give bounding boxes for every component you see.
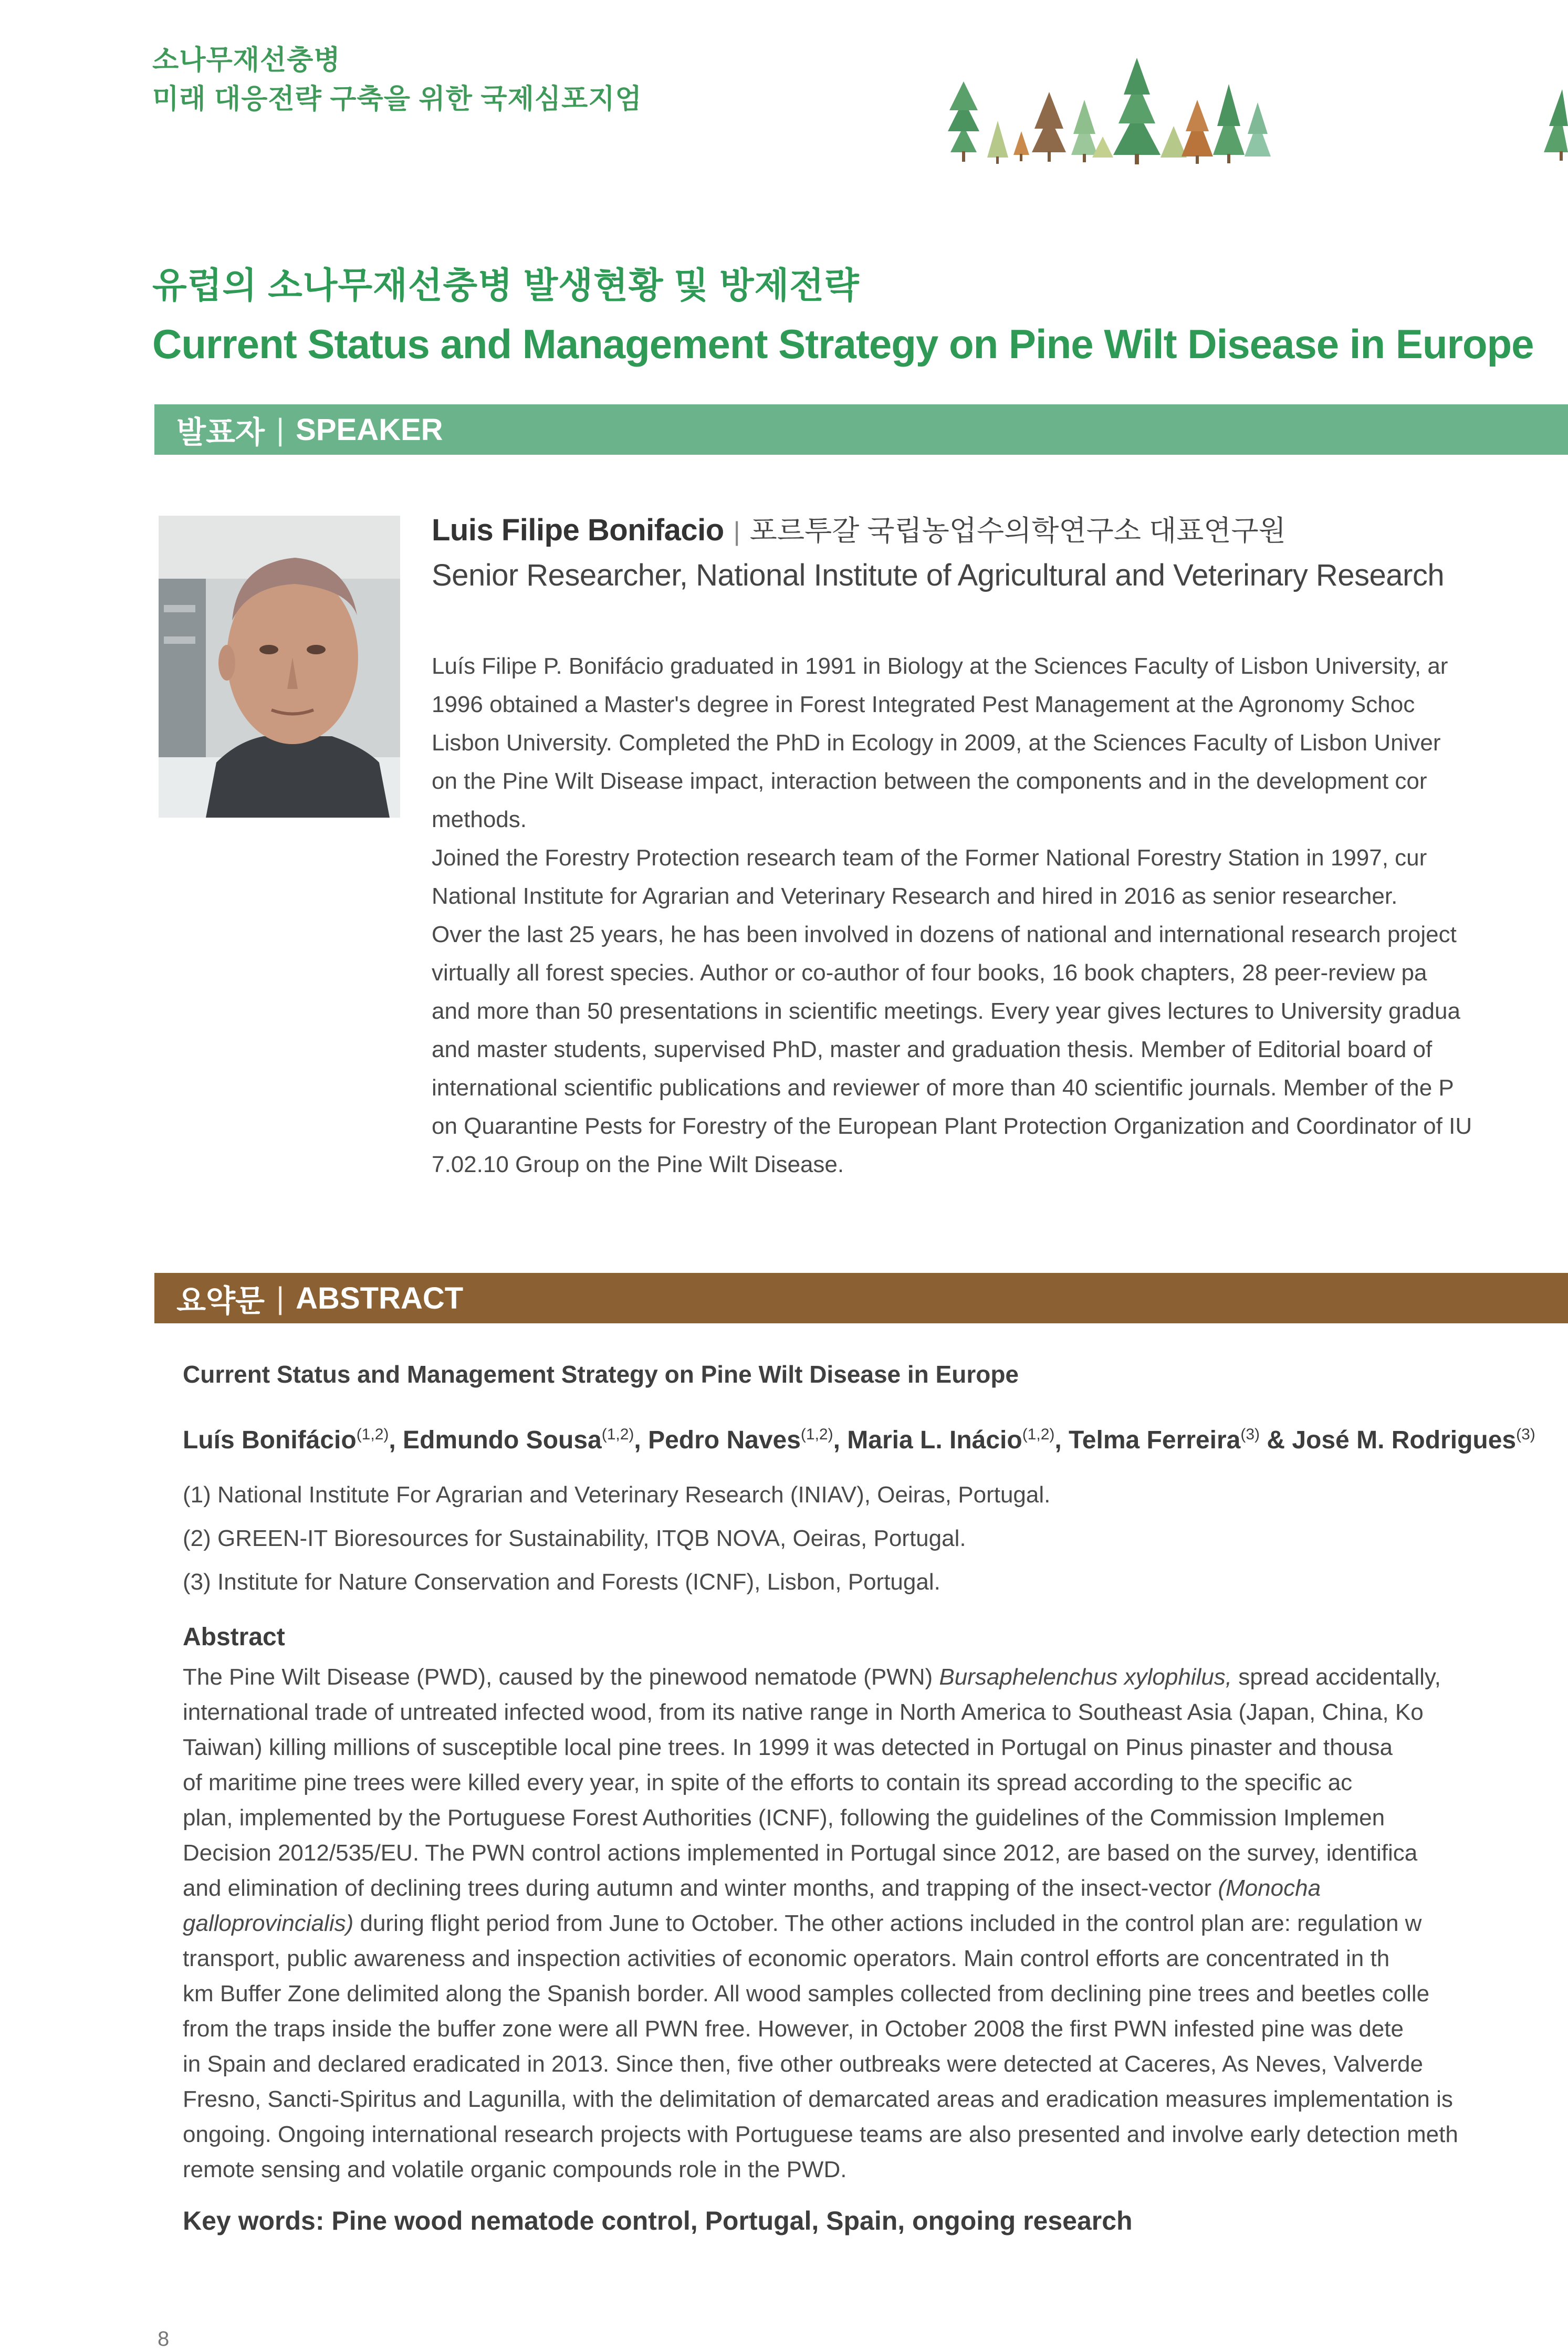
bio-line: Luís Filipe P. Bonifácio graduated in 1991 in Biology at the Sciences Faculty of Lisbon University, ar [432, 653, 1448, 679]
symposium-title [152, 41, 642, 119]
author-name: Telma Ferreira [1069, 1426, 1241, 1454]
speaker-name-line [432, 508, 1286, 549]
divider: | [733, 517, 740, 546]
speaker-photo [159, 516, 400, 818]
abstract-text: and elimination of declining trees during autumn and winter months, and trapping of the insect-vector [183, 1875, 1218, 1901]
abstract-line [183, 1871, 1568, 1906]
abstract-text: The Pine Wilt Disease (PWD), caused by the pinewood nematode (PWN) [183, 1664, 939, 1690]
bio-line: Lisbon University. Completed the PhD in Ecology in 2009, at the Sciences Faculty of Lisbon Univer [432, 730, 1441, 756]
abstract-line: from the traps inside the buffer zone were all PWN free. However, in October 2008 the first PWN infested pine was dete [183, 2016, 1404, 2042]
author-separator: & [1260, 1426, 1292, 1454]
abstract-text: spread accidentally, [1232, 1664, 1441, 1690]
title-korean: 유럽의 소나무재선충병 발생현황 및 방제전략 [152, 266, 860, 306]
abstract-line: Decision 2012/535/EU. The PWN control actions implemented in Portugal since 2012, are based on the survey, identifica [183, 1840, 1418, 1866]
author-name: Pedro Naves [648, 1426, 801, 1454]
bio-line: 7.02.10 Group on the Pine Wilt Disease. [432, 1152, 844, 1177]
affiliation-list [183, 1473, 1050, 1604]
bio-line: and master students, supervised PhD, master and graduation thesis. Member of Editorial board of [432, 1037, 1433, 1062]
abstract-line [183, 1659, 1568, 1695]
keywords-label: Key words: [183, 2206, 325, 2235]
bio-line: Joined the Forestry Protection research team of the Former National Forestry Station in 1997, cur [432, 845, 1427, 871]
author-separator: , [833, 1426, 848, 1454]
author-affiliation-mark: (1,2) [800, 1426, 833, 1443]
affiliation: (1) National Institute For Agrarian and Veterinary Research (INIAV), Oeiras, Portugal. [183, 1482, 1051, 1508]
abstract-line [183, 1906, 1568, 1941]
bio-line: on Quarantine Pests for Forestry of the European Plant Protection Organization and Coordinator of IU [432, 1113, 1472, 1139]
author-affiliation-mark: (3) [1516, 1426, 1535, 1443]
abstract-line: Fresno, Sancti-Spiritus and Lagunilla, with the delimitation of demarcated areas and eradication measures implementation is [183, 2086, 1453, 2112]
abstract-line: remote sensing and volatile organic compounds role in the PWD. [183, 2157, 847, 2182]
divider: | [276, 1281, 285, 1315]
pine-trees-illustration [940, 32, 1568, 179]
speaker-name: Luis Filipe Bonifacio [432, 513, 724, 547]
bio-line: virtually all forest species. Author or co-author of four books, 16 book chapters, 28 peer-review pa [432, 960, 1427, 986]
author-separator: , [389, 1426, 403, 1454]
species-name: Bursaphelenchus xylophilus, [939, 1664, 1232, 1690]
abstract-text: during flight period from June to October. The other actions included in the control plan are: regulation w [353, 1910, 1422, 1936]
abstract-paper-title: Current Status and Management Strategy on Pine Wilt Disease in Europe [183, 1361, 1019, 1388]
abstract-line: of maritime pine trees were killed every year, in spite of the efforts to contain its spread according to the specific ac [183, 1770, 1353, 1795]
author-name: José M. Rodrigues [1292, 1426, 1517, 1454]
symposium-line-2: 미래 대응전략 구축을 위한 국제심포지엄 [152, 84, 642, 114]
abstract-line: km Buffer Zone delimited along the Spanish border. All wood samples collected from declining pine trees and beetles colle [183, 1981, 1430, 2007]
species-name: (Monocha [1218, 1875, 1321, 1901]
abstract-line: international trade of untreated infected wood, from its native range in North America to Southeast Asia (Japan, China, Ko [183, 1699, 1424, 1725]
species-name: galloprovincialis) [183, 1910, 354, 1936]
speaker-bar-ko: 발표자 [176, 415, 265, 450]
pine-tree-icon [948, 58, 1568, 164]
abstract-line: transport, public awareness and inspection activities of economic operators. Main control efforts are concentrated in th [183, 1946, 1390, 1971]
keywords-value: Pine wood nematode control, Portugal, Spain, ongoing research [331, 2206, 1133, 2235]
abstract-line: in Spain and declared eradicated in 2013. Since then, five other outbreaks were detected at Caceres, As Neves, Valverde [183, 2051, 1423, 2077]
author-list [183, 1426, 1535, 1455]
abstract-body [183, 1659, 1568, 2187]
bio-line: international scientific publications and reviewer of more than 40 scientific journals. Member of the P [432, 1075, 1454, 1101]
abstract-bar-ko: 요약문 [176, 1284, 265, 1318]
author-separator: , [634, 1426, 649, 1454]
abstract-line: ongoing. Ongoing international research projects with Portuguese teams are also presented and involve early detection meth [183, 2122, 1458, 2147]
author-affiliation-mark: (1,2) [601, 1426, 634, 1443]
bio-line: and more than 50 presentations in scientific meetings. Every year gives lectures to University gradua [432, 998, 1460, 1024]
author-name: Edmundo Sousa [403, 1426, 602, 1454]
abstract-bar-en: ABSTRACT [296, 1281, 464, 1315]
abstract-line: plan, implemented by the Portuguese Forest Authorities (ICNF), following the guidelines of the Commission Implemen [183, 1805, 1385, 1831]
author-affiliation-mark: (1,2) [1022, 1426, 1055, 1443]
page-number: 8 [158, 2327, 170, 2350]
affiliation: (2) GREEN-IT Bioresources for Sustainability, ITQB NOVA, Oeiras, Portugal. [183, 1525, 966, 1551]
speaker-title-korean: 포르투갈 국립농업수의학연구소 대표연구원 [749, 515, 1286, 547]
abstract-section-bar [154, 1273, 1568, 1323]
author-name: Luís Bonifácio [183, 1426, 357, 1454]
bio-line: 1996 obtained a Master's degree in Forest Integrated Pest Management at the Agronomy Schoc [432, 692, 1415, 717]
abstract-line: Taiwan) killing millions of susceptible local pine trees. In 1999 it was detected in Portugal on Pinus pinaster and thousa [183, 1734, 1393, 1760]
author-name: Maria L. Inácio [847, 1426, 1022, 1454]
bio-line: methods. [432, 807, 527, 832]
title-english: Current Status and Management Strategy on Pine Wilt Disease in Europe [152, 321, 1534, 367]
speaker-bar-en: SPEAKER [296, 412, 443, 447]
author-separator: , [1054, 1426, 1069, 1454]
bio-line: Over the last 25 years, he has been involved in dozens of national and international research project [432, 922, 1457, 947]
bio-line: on the Pine Wilt Disease impact, interaction between the components and in the development cor [432, 768, 1427, 794]
speaker-title-english: Senior Researcher, National Institute of Agricultural and Veterinary Research [432, 558, 1445, 592]
speaker-section-bar [154, 404, 1568, 455]
speaker-bio [432, 647, 1568, 1184]
symposium-line-1: 소나무재선충병 [152, 45, 341, 76]
author-affiliation-mark: (1,2) [356, 1426, 389, 1443]
affiliation: (3) Institute for Nature Conservation and Forests (ICNF), Lisbon, Portugal. [183, 1569, 940, 1595]
abstract-heading: Abstract [183, 1623, 285, 1651]
keywords [183, 2206, 1133, 2236]
divider: | [276, 412, 285, 447]
bio-line: National Institute for Agrarian and Veterinary Research and hired in 2016 as senior researcher. [432, 883, 1398, 909]
author-affiliation-mark: (3) [1240, 1426, 1260, 1443]
